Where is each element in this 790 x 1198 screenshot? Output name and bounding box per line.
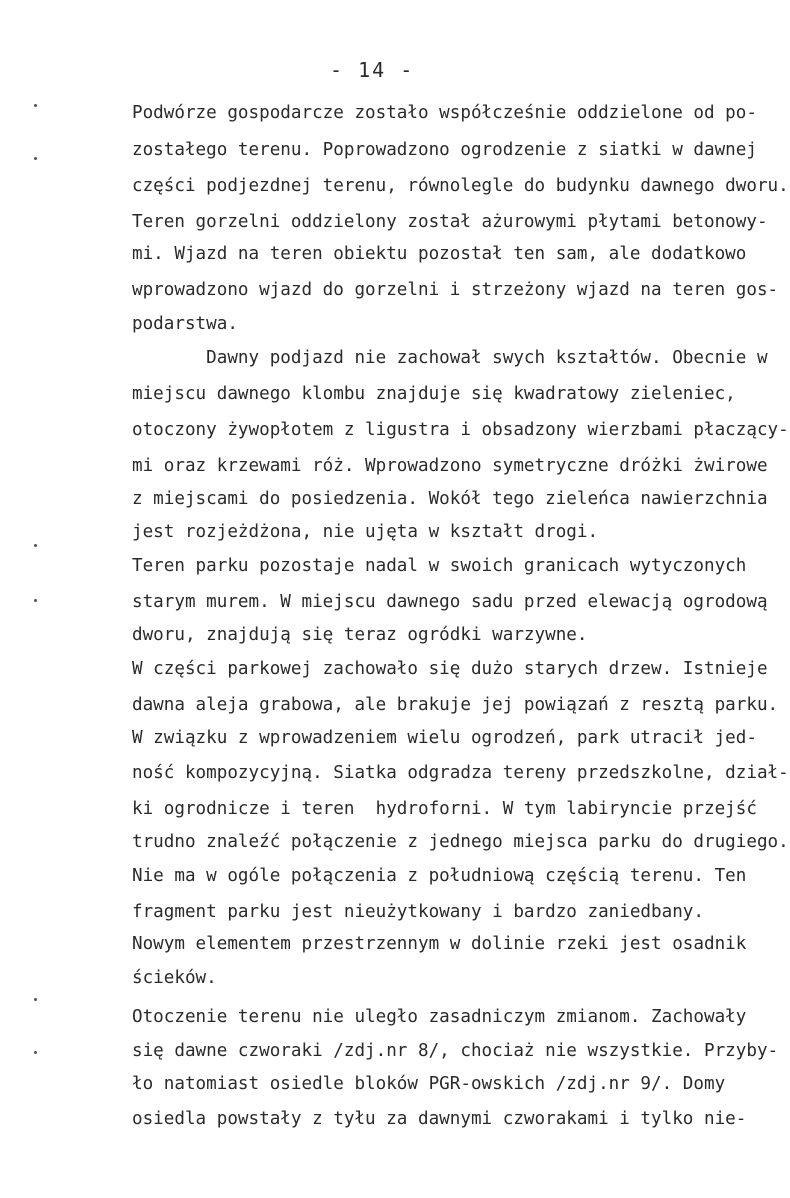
text-line: zostałego terenu. Poprowadzono ogrodzenie z siatki w dawnej bbox=[132, 140, 757, 160]
text-line: dawna aleja grabowa, ale brakuje jej powiązań z resztą parku. bbox=[132, 695, 779, 715]
page-number: - 14 - bbox=[330, 58, 415, 82]
margin-mark bbox=[34, 1051, 37, 1054]
text-line: Nowym elementem przestrzennym w dolinie rzeki jest osadnik bbox=[132, 934, 747, 954]
text-line: starym murem. W miejscu dawnego sadu przed elewacją ogrodową bbox=[132, 592, 768, 612]
text-line: osiedla powstały z tyłu za dawnymi czworakami i tylko nie- bbox=[132, 1109, 747, 1129]
text-line: trudno znaleźć połączenie z jednego miejsca parku do drugiego. bbox=[132, 832, 789, 852]
text-line: W części parkowej zachowało się dużo starych drzew. Istnieje bbox=[132, 659, 768, 679]
margin-mark bbox=[34, 998, 37, 1001]
text-line: ność kompozycyjną. Siatka odgradza tereny przedszkolne, dział- bbox=[132, 763, 789, 783]
margin-mark bbox=[34, 544, 37, 547]
text-line: ki ogrodnicze i teren hydroforni. W tym labiryncie przejść bbox=[132, 799, 757, 819]
text-line: mi. Wjazd na teren obiektu pozostał ten sam, ale dodatkowo bbox=[132, 244, 747, 264]
text-line: ło natomiast osiedle bloków PGR-owskich /zdj.nr 9/. Domy bbox=[132, 1074, 726, 1094]
text-line: Teren gorzelni oddzielony został ażurowymi płytami betonowy- bbox=[132, 212, 768, 232]
margin-mark bbox=[34, 104, 37, 107]
text-line: Dawny podjazd nie zachował swych kształtów. Obecnie w bbox=[132, 348, 768, 368]
text-line: Teren parku pozostaje nadal w swoich granicach wytyczonych bbox=[132, 556, 747, 576]
text-line: mi oraz krzewami róż. Wprowadzono symetryczne dróżki żwirowe bbox=[132, 456, 768, 476]
text-line: ścieków. bbox=[132, 968, 217, 988]
text-line: części podjezdnej terenu, równolegle do budynku dawnego dworu. bbox=[132, 176, 789, 196]
text-line: otoczony żywopłotem z ligustra i obsadzony wierzbami płaczący- bbox=[132, 420, 789, 440]
text-line: dworu, znajdują się teraz ogródki warzywne. bbox=[132, 625, 588, 645]
text-line: fragment parku jest nieużytkowany i bardzo zaniedbany. bbox=[132, 902, 704, 922]
text-line: Nie ma w ogóle połączenia z południową częścią terenu. Ten bbox=[132, 866, 747, 886]
text-line: Otoczenie terenu nie uległo zasadniczym zmianom. Zachowały bbox=[132, 1007, 747, 1027]
margin-mark bbox=[34, 599, 37, 602]
margin-mark bbox=[34, 157, 37, 160]
text-line: miejscu dawnego klombu znajduje się kwadratowy zieleniec, bbox=[132, 384, 736, 404]
text-line: się dawne czworaki /zdj.nr 8/, chociaż nie wszystkie. Przyby- bbox=[132, 1041, 779, 1061]
text-line: W związku z wprowadzeniem wielu ogrodzeń, park utracił jed- bbox=[132, 728, 757, 748]
text-line: jest rozjeżdżona, nie ujęta w kształt drogi. bbox=[132, 522, 599, 542]
text-line: wprowadzono wjazd do gorzelni i strzeżony wjazd na teren gos- bbox=[132, 280, 779, 300]
text-line: podarstwa. bbox=[132, 314, 238, 334]
text-line: z miejscami do posiedzenia. Wokół tego zieleńca nawierzchnia bbox=[132, 489, 768, 509]
text-line: Podwórze gospodarcze zostało współcześnie oddzielone od po- bbox=[132, 103, 757, 123]
